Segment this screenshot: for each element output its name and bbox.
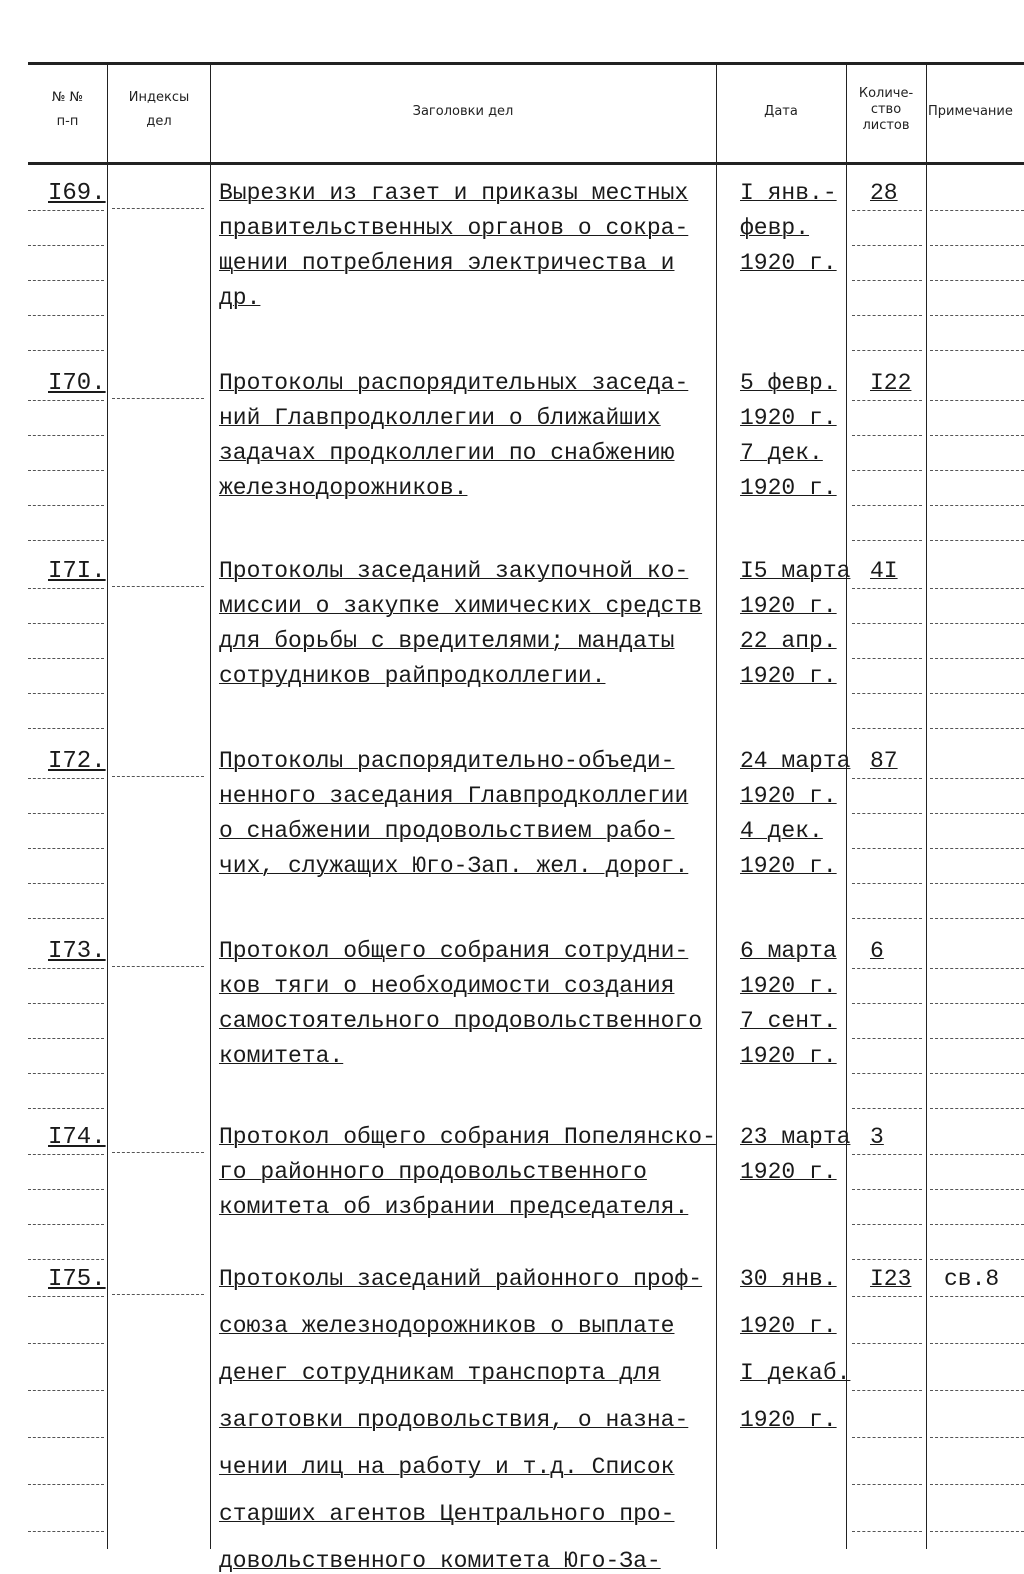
column-rule: [210, 62, 211, 1549]
record-sheet-count: I23: [870, 1266, 912, 1292]
ruling-line: [852, 588, 922, 589]
header-index: [110, 90, 208, 130]
header-bottom-rule: [28, 162, 1024, 165]
index-blank-rule: [112, 1294, 204, 1295]
ruling-line: [930, 1484, 1024, 1485]
ruling-line: [852, 968, 922, 969]
ruling-line: [852, 245, 922, 246]
ruling-line: [28, 588, 104, 589]
ruling-line: [28, 1437, 104, 1438]
ruling-line: [930, 968, 1024, 969]
header-count-1: Количе-: [858, 86, 914, 101]
record-title-line: для борьбы с вредителями; мандаты: [219, 628, 675, 654]
ruling-line: [930, 245, 1024, 246]
record-date-line: 1920 г.: [740, 1043, 837, 1069]
record-number: I70.: [48, 370, 106, 397]
record-date-line: I декаб.: [740, 1360, 851, 1386]
ruling-line: [930, 658, 1024, 659]
ruling-line: [28, 470, 104, 471]
ruling-line: [930, 1224, 1024, 1225]
record-title-line: довольственного комитета Юго-За-: [219, 1548, 661, 1574]
column-rule: [846, 62, 847, 1549]
ruling-line: [852, 400, 922, 401]
ruling-line: [28, 400, 104, 401]
record-title-line: комитета об избрании председателя.: [219, 1194, 689, 1220]
ruling-line: [930, 505, 1024, 506]
record-title-line: ненного заседания Главпродколлегии: [219, 783, 689, 809]
ruling-line: [28, 1154, 104, 1155]
ruling-line: [28, 813, 104, 814]
record-sheet-count: 28: [870, 180, 898, 206]
header-titles: Заголовки дел: [412, 104, 514, 119]
record-sheet-count: 4I: [870, 558, 898, 584]
record-number: I74.: [48, 1124, 106, 1151]
ruling-line: [852, 1437, 922, 1438]
column-rule: [107, 62, 108, 1549]
ruling-line: [852, 1108, 922, 1109]
ruling-line: [28, 1073, 104, 1074]
record-date-line: 1920 г.: [740, 853, 837, 879]
index-blank-rule: [112, 966, 204, 967]
header-count-3: листов: [862, 118, 910, 133]
index-blank-rule: [112, 208, 204, 209]
record-title-line: Вырезки из газет и приказы местных: [219, 180, 689, 206]
record-title-line: сотрудников райпродколлегии.: [219, 663, 606, 689]
ruling-line: [852, 280, 922, 281]
index-blank-rule: [112, 398, 204, 399]
ruling-line: [930, 350, 1024, 351]
record-date-line: 22 апр.: [740, 628, 837, 654]
header-date: Дата: [764, 104, 798, 119]
index-blank-rule: [112, 1152, 204, 1153]
record-title-line: железнодорожников.: [219, 475, 468, 501]
ruling-line: [852, 1038, 922, 1039]
ruling-line: [930, 588, 1024, 589]
ruling-line: [28, 210, 104, 211]
record-date-line: 23 марта: [740, 1124, 851, 1150]
ruling-line: [852, 623, 922, 624]
ruling-line: [930, 1038, 1024, 1039]
ruling-line: [28, 1531, 104, 1532]
ruling-line: [930, 315, 1024, 316]
ruling-line: [852, 813, 922, 814]
record-title-line: др.: [219, 285, 261, 311]
record-title-line: старших агентов Центрального про-: [219, 1501, 675, 1527]
ruling-line: [930, 1531, 1024, 1532]
ruling-line: [28, 1224, 104, 1225]
ruling-line: [28, 350, 104, 351]
ruling-line: [28, 1003, 104, 1004]
ruling-line: [852, 1259, 922, 1260]
record-title-line: ков тяги о необходимости создания: [219, 973, 675, 999]
record-title-line: задачах продколлегии по снабжению: [219, 440, 675, 466]
ruling-line: [28, 1296, 104, 1297]
record-date-line: 5 февр.: [740, 370, 837, 396]
ruling-line: [930, 400, 1024, 401]
record-title-line: чих, служащих Юго-Зап. жел. дорог.: [219, 853, 689, 879]
ruling-line: [28, 435, 104, 436]
record-date-line: 30 янв.: [740, 1266, 837, 1292]
ruling-line: [852, 1484, 922, 1485]
ruling-line: [852, 210, 922, 211]
record-date-line: 1920 г.: [740, 973, 837, 999]
ruling-line: [28, 280, 104, 281]
header-count: [848, 86, 924, 134]
record-title-line: Протоколы заседаний закупочной ко-: [219, 558, 689, 584]
record-date-line: 1920 г.: [740, 1313, 837, 1339]
ruling-line: [852, 1154, 922, 1155]
record-title-line: денег сотрудникам транспорта для: [219, 1360, 661, 1386]
header-no-label: № №: [51, 90, 84, 105]
ruling-line: [930, 1437, 1024, 1438]
column-rule: [716, 62, 717, 1549]
ruling-line: [852, 1390, 922, 1391]
record-date-line: I5 марта: [740, 558, 851, 584]
ruling-line: [930, 918, 1024, 919]
ruling-line: [852, 1531, 922, 1532]
column-rule: [926, 62, 927, 1549]
ruling-line: [28, 245, 104, 246]
ruling-line: [28, 728, 104, 729]
record-date-line: 1920 г.: [740, 1407, 837, 1433]
ruling-line: [852, 1296, 922, 1297]
ruling-line: [852, 658, 922, 659]
ruling-line: [28, 505, 104, 506]
ruling-line: [930, 1343, 1024, 1344]
ruling-line: [930, 1073, 1024, 1074]
ruling-line: [930, 623, 1024, 624]
ruling-line: [930, 1390, 1024, 1391]
ruling-line: [28, 540, 104, 541]
record-date-line: 1920 г.: [740, 475, 837, 501]
record-date-line: 1920 г.: [740, 405, 837, 431]
index-blank-rule: [112, 776, 204, 777]
record-title-line: ний Главпродколлегии о ближайших: [219, 405, 661, 431]
record-date-line: I янв.-: [740, 180, 837, 206]
record-number: I72.: [48, 748, 106, 775]
ruling-line: [852, 883, 922, 884]
ruling-line: [930, 693, 1024, 694]
record-title-line: го районного продовольственного: [219, 1159, 647, 1185]
ruling-line: [852, 1189, 922, 1190]
record-note: св.8: [944, 1266, 1000, 1292]
ruling-line: [852, 693, 922, 694]
record-sheet-count: I22: [870, 370, 912, 396]
record-date-line: 24 марта: [740, 748, 851, 774]
ruling-line: [28, 1484, 104, 1485]
record-title-line: щении потребления электричества и: [219, 250, 675, 276]
header-count-2: ство: [870, 102, 902, 117]
ruling-line: [28, 848, 104, 849]
ruling-line: [28, 1259, 104, 1260]
ruling-line: [28, 1108, 104, 1109]
record-date-line: 1920 г.: [740, 783, 837, 809]
ruling-line: [28, 1343, 104, 1344]
record-sheet-count: 3: [870, 1124, 884, 1150]
record-number: I73.: [48, 938, 106, 965]
ruling-line: [930, 540, 1024, 541]
record-date-line: 1920 г.: [740, 1159, 837, 1185]
ruling-line: [930, 1296, 1024, 1297]
ruling-line: [930, 1108, 1024, 1109]
ruling-line: [852, 918, 922, 919]
record-date-line: 7 сент.: [740, 1008, 837, 1034]
ruling-line: [930, 470, 1024, 471]
record-title-line: Протокол общего собрания сотрудни-: [219, 938, 689, 964]
record-title-line: союза железнодорожников о выплате: [219, 1313, 675, 1339]
record-number: I69.: [48, 180, 106, 207]
ruling-line: [852, 540, 922, 541]
ruling-line: [28, 623, 104, 624]
ruling-line: [852, 728, 922, 729]
record-date-line: 1920 г.: [740, 593, 837, 619]
ruling-line: [852, 1003, 922, 1004]
record-title-line: правительственных органов о сокра-: [219, 215, 689, 241]
header-top-rule: [28, 62, 1024, 65]
ruling-line: [28, 883, 104, 884]
index-blank-rule: [112, 586, 204, 587]
record-sheet-count: 87: [870, 748, 898, 774]
record-title-line: чении лиц на работу и т.д. Список: [219, 1454, 675, 1480]
header-index-label: Индексы: [128, 90, 190, 105]
ruling-line: [930, 435, 1024, 436]
record-title-line: о снабжении продовольствием рабо-: [219, 818, 675, 844]
ruling-line: [930, 1259, 1024, 1260]
ruling-line: [852, 1343, 922, 1344]
record-title-line: Протокол общего собрания Попелянско-: [219, 1124, 716, 1150]
record-title-line: заготовки продовольствия, о назна-: [219, 1407, 689, 1433]
ruling-line: [28, 1189, 104, 1190]
record-date-line: 4 дек.: [740, 818, 823, 844]
ruling-line: [930, 813, 1024, 814]
ruling-line: [852, 1224, 922, 1225]
ruling-line: [28, 693, 104, 694]
ruling-line: [930, 1154, 1024, 1155]
record-title-line: комитета.: [219, 1043, 344, 1069]
record-sheet-count: 6: [870, 938, 884, 964]
ruling-line: [930, 1003, 1024, 1004]
record-date-line: 6 марта: [740, 938, 837, 964]
ruling-line: [28, 1390, 104, 1391]
ruling-line: [852, 1073, 922, 1074]
ruling-line: [852, 315, 922, 316]
record-number: I7I.: [48, 558, 106, 585]
record-title-line: Протоколы распорядительно-объеди-: [219, 748, 675, 774]
ruling-line: [852, 778, 922, 779]
header-no-sub: п-п: [56, 114, 79, 129]
ruling-line: [930, 848, 1024, 849]
record-number: I75.: [48, 1266, 106, 1293]
ruling-line: [930, 1189, 1024, 1190]
ruling-line: [852, 470, 922, 471]
header-no: [30, 90, 105, 130]
record-date-line: 1920 г.: [740, 250, 837, 276]
record-title-line: самостоятельного продовольственного: [219, 1008, 703, 1034]
record-title-line: Протоколы распорядительных заседа-: [219, 370, 689, 396]
ruling-line: [930, 210, 1024, 211]
ruling-line: [930, 883, 1024, 884]
record-date-line: 1920 г.: [740, 663, 837, 689]
ruling-line: [930, 728, 1024, 729]
ruling-line: [852, 435, 922, 436]
record-date-line: 7 дек.: [740, 440, 823, 466]
ruling-line: [28, 315, 104, 316]
record-date-line: февр.: [740, 215, 810, 241]
header-note: Примечание: [928, 104, 1013, 119]
ruling-line: [28, 918, 104, 919]
ruling-line: [28, 658, 104, 659]
ruling-line: [852, 505, 922, 506]
record-title-line: Протоколы заседаний районного проф-: [219, 1266, 703, 1292]
header-index-sub: дел: [146, 114, 172, 129]
ruling-line: [930, 280, 1024, 281]
ruling-line: [852, 848, 922, 849]
ruling-line: [852, 350, 922, 351]
ruling-line: [28, 968, 104, 969]
ruling-line: [28, 778, 104, 779]
ruling-line: [28, 1038, 104, 1039]
ruling-line: [930, 778, 1024, 779]
record-title-line: миссии о закупке химических средств: [219, 593, 703, 619]
